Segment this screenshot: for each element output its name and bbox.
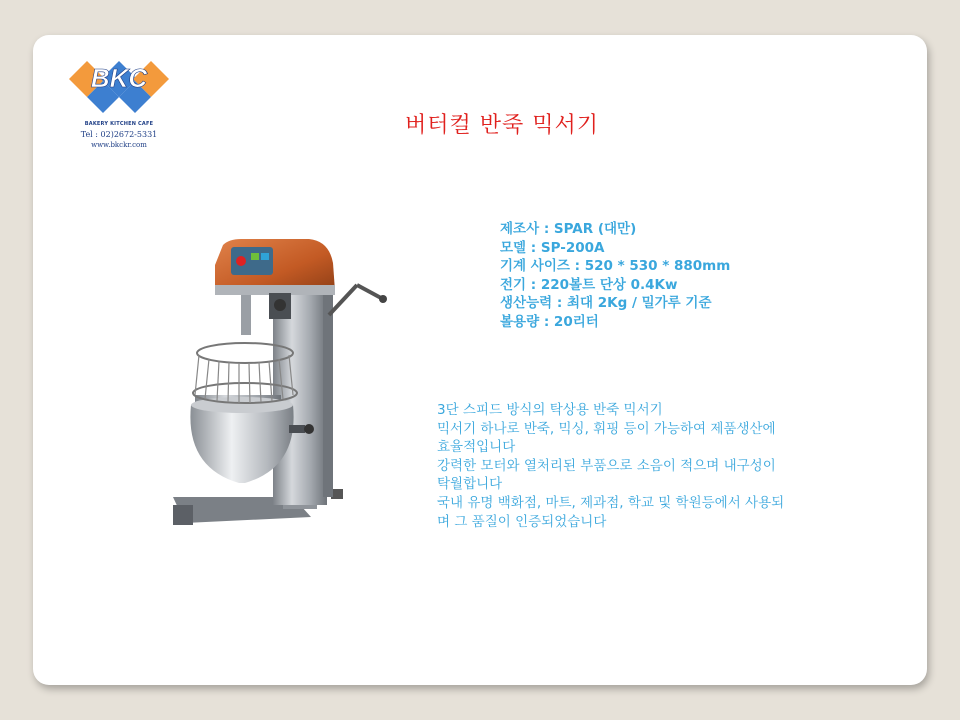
logo-tel: Tel : 02)2672-5331 <box>80 130 158 139</box>
spec-capacity: 생산능력 : 최대 2Kg / 밀가루 기준 <box>500 295 712 311</box>
description-line: 탁월합니다 <box>437 476 503 493</box>
spec-bowl-volume: 볼용량 : 20리터 <box>500 313 599 330</box>
description <box>437 401 882 531</box>
description-line: 3단 스피드 방식의 탁상용 반죽 믹서기 <box>437 402 663 418</box>
spec-model: 모델 : SP-200A <box>500 239 605 256</box>
description-line: 강력한 모터와 열처리된 부품으로 소음이 적으며 내구성이 <box>437 457 776 474</box>
bkc-logo-icon <box>69 55 169 119</box>
spec-power: 전기 : 220볼트 단상 0.4Kw <box>500 276 678 293</box>
logo-subtitle: BAKERY KITCHEN CAFE <box>84 121 154 127</box>
spec-size: 기계 사이즈 : 520 * 530 * 880mm <box>500 258 731 274</box>
stand-mixer-icon <box>133 205 393 535</box>
logo-text: BKC <box>90 63 148 93</box>
page-title: 버터컬 반죽 믹서기 <box>405 113 600 138</box>
description-line: 며 그 품질이 인증되었습니다 <box>437 513 607 530</box>
spec-manufacturer: 제조사 : SPAR (대만) <box>500 221 637 237</box>
bkc-logo <box>69 55 169 149</box>
description-line: 믹서기 하나로 반죽, 믹싱, 휘핑 등이 가능하여 제품생산에 <box>437 420 776 437</box>
description-line: 효율적입니다 <box>437 439 516 456</box>
slide <box>33 35 927 685</box>
spec-list <box>500 220 730 331</box>
description-line: 국내 유명 백화점, 마트, 제과점, 학교 및 학원등에서 사용되 <box>437 494 785 511</box>
logo-website: www.bkckr.com <box>91 141 147 149</box>
